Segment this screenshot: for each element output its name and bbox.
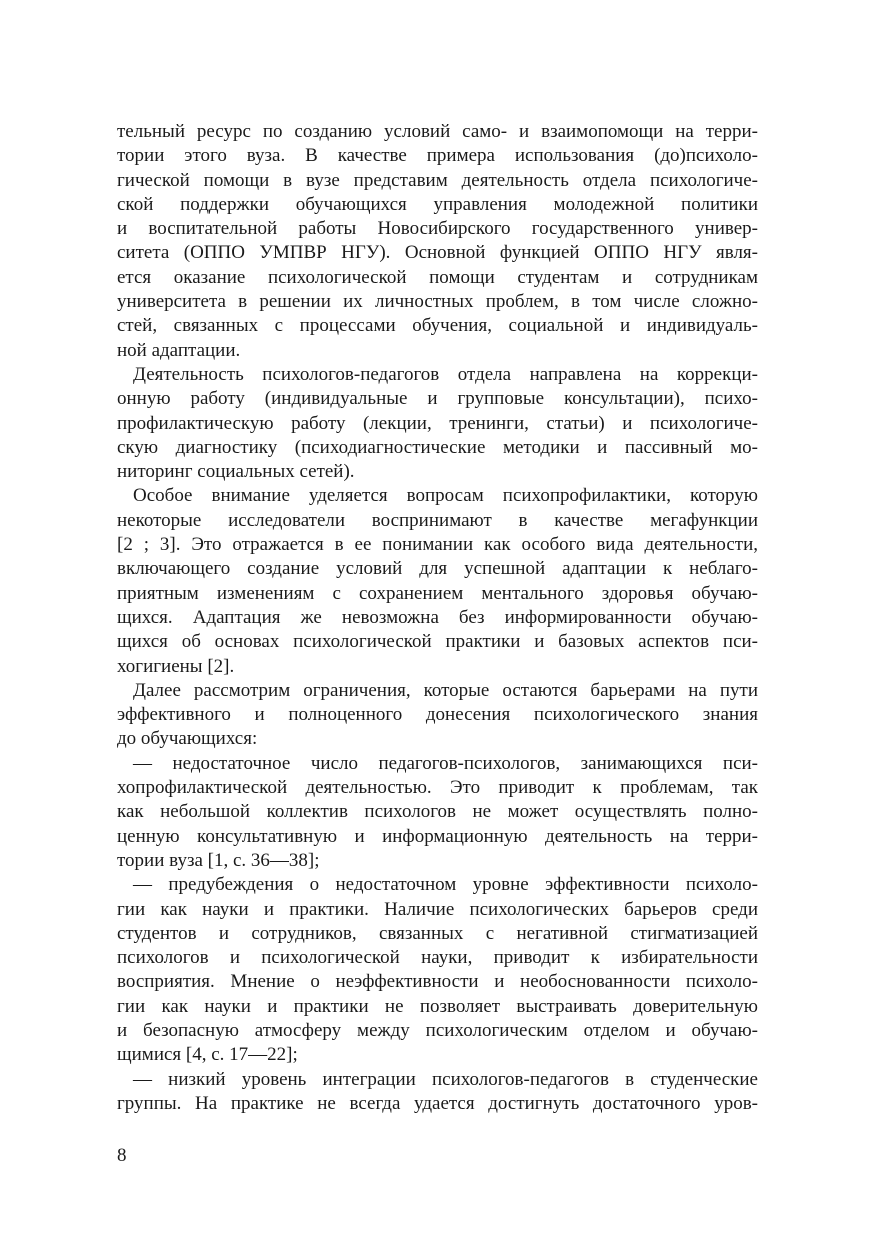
text-line: ниторинг социальных сетей). (117, 461, 355, 483)
page-number: 8 (117, 1145, 127, 1166)
paragraph (117, 363, 758, 484)
text-line: Деятельность психологов-педагогов отдела направлена на коррекци- (133, 363, 758, 385)
text-line: хопрофилактической деятельностью. Это приводит к проблемам, так (117, 777, 758, 799)
paragraph (117, 484, 758, 678)
text-line: щихся об основах психологической практики и базовых аспектов пси- (117, 631, 758, 653)
text-line: Особое внимание уделяется вопросам психопрофилактики, которую (133, 485, 758, 507)
text-line: хогигиены [2]. (117, 655, 235, 677)
text-line: включающего создание условий для успешной адаптации к неблаго- (117, 558, 758, 580)
text-line: некоторые исследователи воспринимают в качестве мегафункции (117, 509, 758, 531)
text-line: эффективного и полноценного донесения психологического знания (117, 704, 758, 726)
text-line: и безопасную атмосферу между психологическим отделом и обучаю- (117, 1019, 758, 1041)
text-line: ценную консультативную и информационную деятельность на терри- (117, 825, 758, 847)
text-line: — низкий уровень интеграции психологов-педагогов в студенческие (133, 1068, 758, 1090)
text-line: гии как науки и практики не позволяет выстраивать доверительную (117, 995, 758, 1017)
text-line: до обучающихся: (117, 728, 258, 750)
body-text (117, 120, 758, 1116)
paragraph (117, 120, 758, 363)
text-line: скую диагностику (психодиагностические методики и пассивный мо- (117, 436, 758, 458)
text-line: ется оказание психологической помощи студентам и сотрудникам (117, 266, 758, 288)
text-line: тории этого вуза. В качестве примера использования (до)психоло- (117, 145, 758, 167)
text-line: гической помощи в вузе представим деятельность отдела психологиче- (117, 169, 758, 191)
text-line: группы. На практике не всегда удается достигнуть достаточного уров- (117, 1092, 758, 1114)
text-line: восприятия. Мнение о неэффективности и необоснованности психоло- (117, 971, 758, 993)
text-line: ной адаптации. (117, 339, 241, 361)
paragraph (117, 679, 758, 752)
text-line: гии как науки и практики. Наличие психологических барьеров среди (117, 898, 758, 920)
paragraph (117, 752, 758, 873)
text-line: онную работу (индивидуальные и групповые консультации), психо- (117, 388, 758, 410)
text-line: Далее рассмотрим ограничения, которые остаются барьерами на пути (133, 679, 758, 701)
text-line: — предубеждения о недостаточном уровне эффективности психоло- (133, 874, 758, 896)
text-line: тории вуза [1, с. 36—38]; (117, 849, 320, 871)
text-line: — недостаточное число педагогов-психологов, занимающихся пси- (133, 752, 758, 774)
text-line: стей, связанных с процессами обучения, социальной и индивидуаль- (117, 315, 758, 337)
text-line: щимися [4, с. 17—22]; (117, 1044, 298, 1066)
text-line: профилактическую работу (лекции, тренинги, статьи) и психологиче- (117, 412, 758, 434)
text-line: как небольшой коллектив психологов не может осуществлять полно- (117, 801, 758, 823)
text-line: студентов и сотрудников, связанных с негативной стигматизацией (117, 922, 758, 944)
text-line: и воспитательной работы Новосибирского государственного универ- (117, 218, 758, 240)
text-line: ской поддержки обучающихся управления молодежной политики (117, 193, 758, 215)
text-line: щихся. Адаптация же невозможна без информированности обучаю- (117, 606, 758, 628)
text-line: психологов и психологической науки, приводит к избирательности (117, 947, 758, 969)
text-line: университета в решении их личностных проблем, в том числе сложно- (117, 291, 758, 313)
text-line: приятным изменениям с сохранением ментального здоровья обучаю- (117, 582, 758, 604)
text-line: тельный ресурс по созданию условий само- и взаимопомощи на терри- (117, 121, 758, 142)
text-line: ситета (ОППО УМПВР НГУ). Основной функцией ОППО НГУ явля- (117, 242, 758, 264)
paragraph (117, 873, 758, 1067)
paragraph (117, 1068, 758, 1117)
text-line: [2 ; 3]. Это отражается в ее понимании как особого вида деятельности, (117, 534, 758, 556)
